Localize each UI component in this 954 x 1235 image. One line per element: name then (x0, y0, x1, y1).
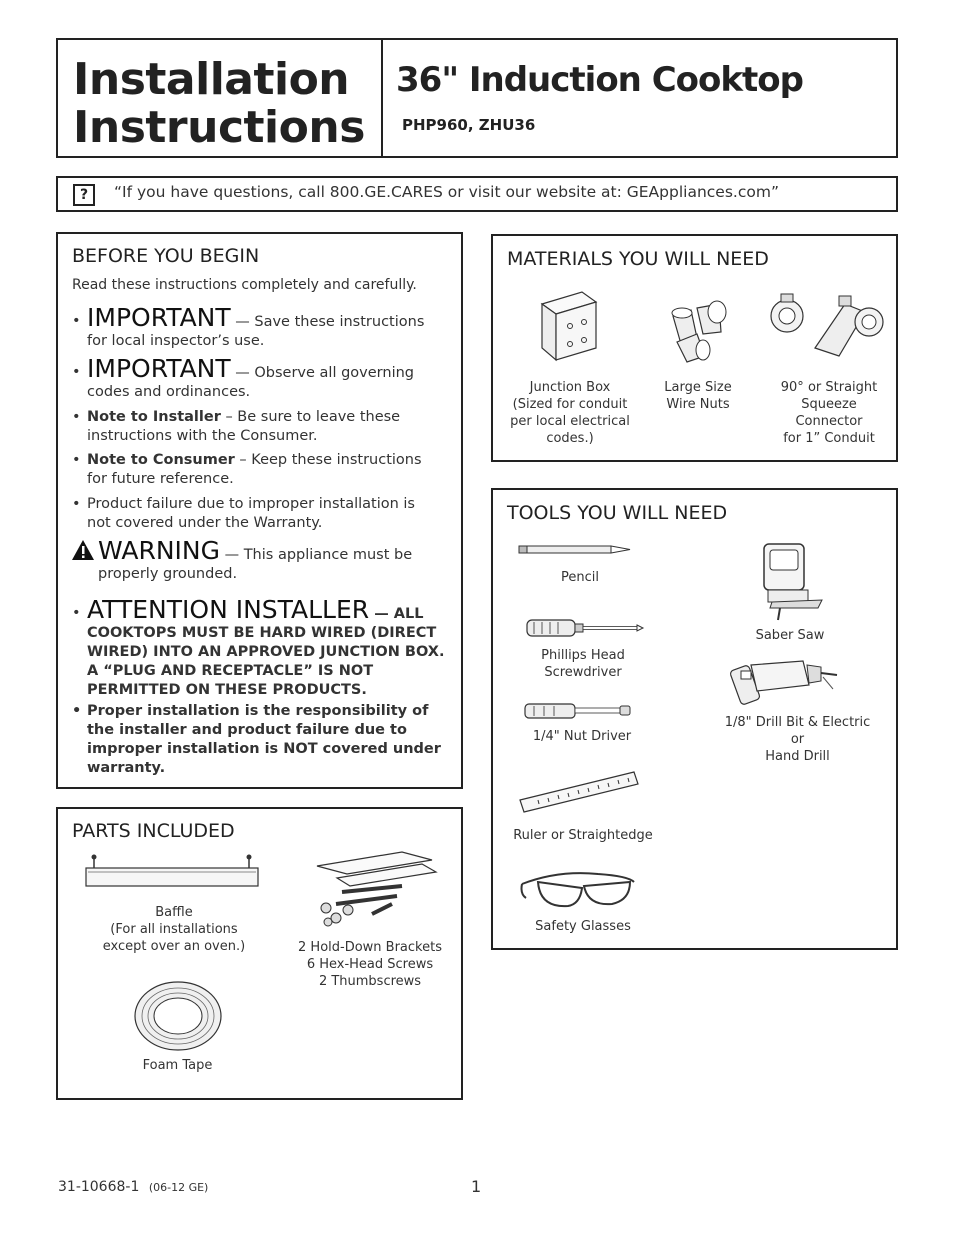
safety-glasses-label: Safety Glasses (535, 919, 631, 934)
saber-saw-label: Saber Saw (755, 628, 825, 643)
nut-driver-label: 1/4" Nut Driver (532, 729, 632, 744)
junction-box-label: Junction Box (Sized for conduit per local electrical codes.) (510, 380, 630, 446)
phillips-screwdriver-label: Phillips Head Screwdriver (541, 648, 625, 680)
phillips-screwdriver-icon (526, 618, 644, 640)
baffle-icon (85, 850, 265, 890)
safety-glasses-icon (518, 870, 638, 912)
note-to-installer: • Note to Installer – Be sure to leave these instructions with the Consumer. (72, 409, 401, 444)
baffle-label: Baffle (For all installations except over an oven.) (102, 905, 246, 954)
attention-installer: • ATTENTION INSTALLER — ALL COOKTOPS MUST BE HARD WIRED (DIRECT WIRED) INTO AN APPROVED JUNCTION BOX. A “PLUG AND RECEPTACLE” IS NOT PERMITTED ON THESE PRODUCTS. (72, 595, 445, 698)
saber-saw-icon (760, 540, 824, 622)
proper-installation-note: • Proper installation is the responsibility of the installer and product failure due to improper installation is NOT covered under warranty. (72, 703, 441, 776)
model-numbers: PHP960, ZHU36 (402, 116, 536, 134)
note-to-consumer: • Note to Consumer – Keep these instructions for future reference. (72, 452, 422, 487)
junction-box-icon (538, 290, 600, 362)
ruler-icon (518, 770, 640, 816)
foam-tape-icon (133, 980, 223, 1052)
materials-heading: MATERIALS YOU WILL NEED (507, 248, 769, 270)
drill-icon (733, 655, 843, 709)
product-failure-note: • Product failure due to improper installation is not covered under the Warranty. (72, 496, 415, 531)
page-title: Installation Instructions (73, 54, 365, 153)
header-divider (381, 38, 383, 158)
warning-icon (72, 540, 94, 560)
brackets-label: 2 Hold-Down Brackets 6 Hex-Head Screws 2 Thumbscrews (298, 940, 442, 989)
warning-block: WARNING — This appliance must be properly grounded. (72, 537, 432, 584)
hold-down-brackets-icon (312, 848, 442, 928)
ruler-label: Ruler or Straightedge (513, 828, 653, 843)
nut-driver-icon (524, 702, 634, 722)
pencil-label: Pencil (561, 570, 599, 585)
document-number: 31-10668-1 (06-12 GE) (58, 1179, 209, 1195)
question-icon: ? (73, 184, 95, 206)
parts-included-heading: PARTS INCLUDED (72, 820, 235, 842)
before-you-begin-heading: BEFORE YOU BEGIN (72, 245, 260, 267)
drill-label: 1/8" Drill Bit & Electric or Hand Drill (724, 715, 871, 764)
squeeze-connector-label: 90° or Straight Squeeze Connector for 1” Conduit (780, 380, 878, 446)
tools-heading: TOOLS YOU WILL NEED (507, 502, 728, 524)
page-number: 1 (471, 1177, 482, 1196)
squeeze-connector-icon (765, 290, 885, 362)
important-codes: • IMPORTANT — Observe all governing codes and ordinances. (72, 354, 414, 400)
pencil-icon (518, 544, 636, 556)
product-title: 36" Induction Cooktop (396, 60, 803, 100)
wire-nuts-icon (667, 298, 731, 364)
wire-nuts-label: Large Size Wire Nuts (664, 380, 732, 412)
help-text: “If you have questions, call 800.GE.CARES or visit our website at: GEAppliances.com” (114, 183, 779, 201)
foam-tape-label: Foam Tape (142, 1058, 213, 1073)
important-save: • IMPORTANT — Save these instructions for local inspector’s use. (72, 303, 425, 349)
intro-text: Read these instructions completely and carefully. (72, 277, 417, 293)
